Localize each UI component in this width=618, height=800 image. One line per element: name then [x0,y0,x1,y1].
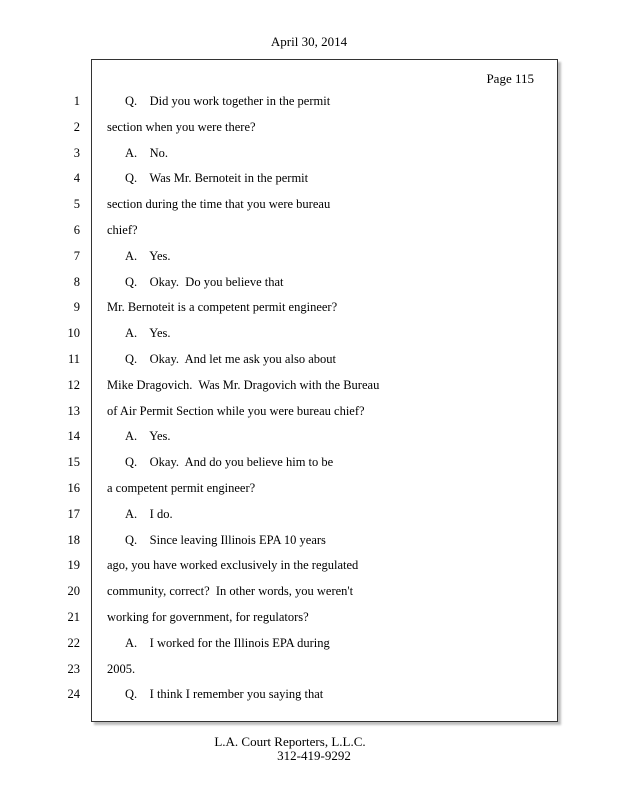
line-number: 4 [73,171,80,186]
transcript-line [0,120,618,140]
line-number: 8 [73,274,80,289]
line-text: of Air Permit Section while you were bureau chief? [107,403,365,418]
line-number: 10 [67,326,80,341]
line-number: 1 [73,94,80,108]
line-text: a competent permit engineer? [107,481,256,495]
line-number: 9 [73,300,80,315]
line-number: 22 [67,635,80,650]
line-number: 5 [73,197,80,212]
transcript-line [0,636,618,656]
line-number: 3 [73,145,80,160]
transcript-line [0,507,618,527]
line-number: 17 [67,506,80,521]
line-text: Q. Since leaving Illinois EPA 10 years [125,532,326,547]
line-text: working for government, for regulators? [107,610,309,624]
transcript-line [0,326,618,346]
line-text: Mr. Bernoteit is a competent permit engineer? [107,300,338,315]
line-text: A. No. [125,145,169,160]
line-text: A. I worked for the Illinois EPA during [125,635,330,650]
line-text: A. I do. [125,506,173,521]
line-text: A. Yes. [125,248,171,263]
line-text: section when you were there? [107,119,256,134]
line-number: 18 [67,532,80,547]
line-number: 2 [73,119,80,134]
transcript-line [0,249,618,269]
page-number: Page 115 [486,71,534,86]
transcript-line [0,687,618,707]
line-number: 19 [67,558,80,573]
line-text: section during the time that you were bureau [107,197,331,212]
line-number: 15 [67,455,80,470]
transcript-line [0,455,618,475]
line-text: ago, you have worked exclusively in the regulated [107,558,359,573]
line-text: chief? [107,223,138,237]
line-number: 21 [67,610,80,624]
line-number: 11 [67,352,80,366]
transcript-line [0,610,618,630]
transcript-line [0,662,618,682]
line-number: 7 [73,248,80,263]
line-text: Q. Okay. And do you believe him to be [125,455,334,470]
transcript-line [0,533,618,553]
transcript-line [0,558,618,578]
transcript-line [0,197,618,217]
line-number: 12 [67,377,80,392]
line-text: A. Yes. [125,326,171,341]
line-number: 13 [67,403,80,418]
line-text: Q. Okay. Do you believe that [125,274,284,289]
line-number: 23 [67,661,80,676]
line-number: 20 [67,584,80,599]
line-text: Mike Dragovich. Was Mr. Dragovich with the Bureau [107,377,380,392]
line-text: A. Yes. [125,429,171,444]
transcript-date: April 30, 2014 [270,34,348,49]
footer-company: L.A. Court Reporters, L.L.C. [214,734,366,749]
line-number: 6 [73,223,80,237]
transcript-line [0,378,618,398]
transcript-line [0,404,618,424]
footer-phone: 312-419-9292 [277,748,351,763]
line-number: 14 [67,429,80,444]
line-number: 24 [67,687,80,702]
transcript-line [0,275,618,295]
line-text: Q. I think I remember you saying that [125,687,324,702]
line-number: 16 [67,481,80,495]
transcript-line [0,584,618,604]
transcript-line [0,146,618,166]
transcript-line [0,429,618,449]
line-text: Q. Did you work together in the permit [125,94,331,108]
line-text: Q. Okay. And let me ask you also about [125,352,336,366]
line-text: 2005. [107,661,136,676]
transcript-line [0,300,618,320]
transcript-line [0,171,618,191]
line-text: Q. Was Mr. Bernoteit in the permit [125,171,309,186]
transcript-line [0,223,618,243]
line-text: community, correct? In other words, you weren't [107,584,354,599]
transcript-line [0,481,618,501]
transcript-line [0,94,618,114]
transcript-line [0,352,618,372]
